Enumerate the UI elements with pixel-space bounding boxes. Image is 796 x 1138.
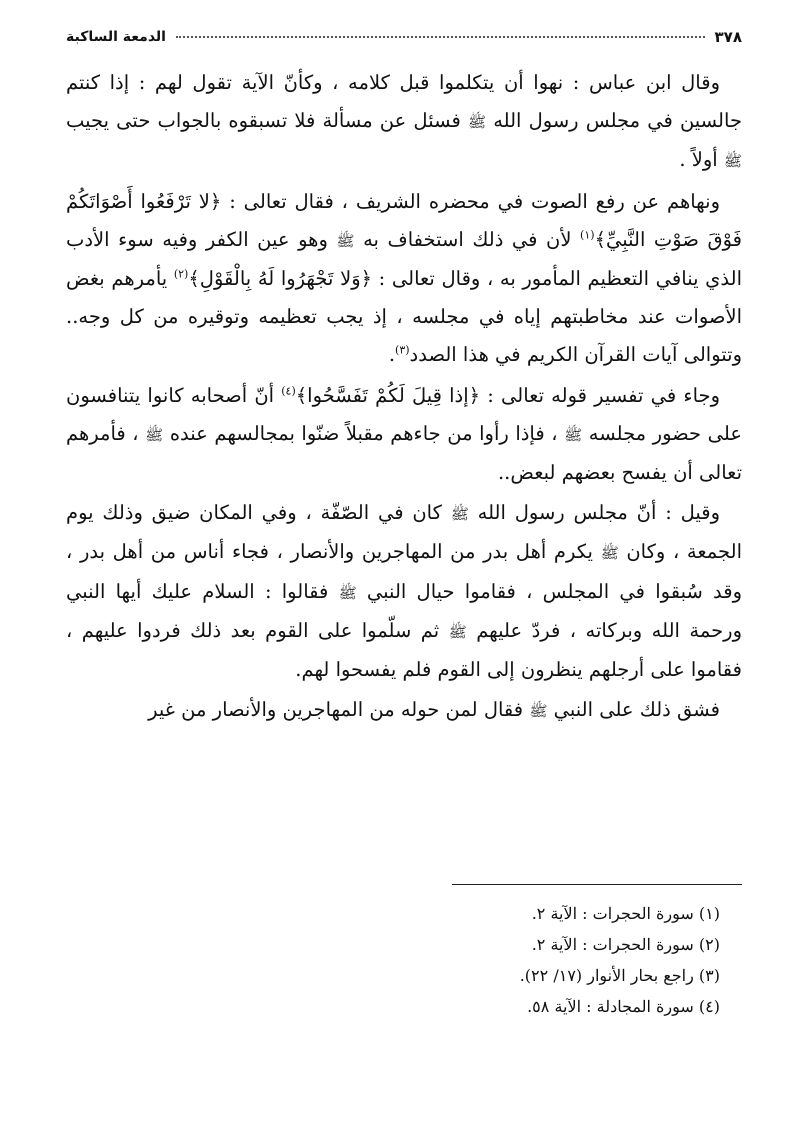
quran-verse: ﴿لا تَرْفَعُوا أَصْوَاتَكُمْ فَوْقَ صَوْتِ النَّبِيِّ﴾	[66, 189, 742, 251]
footnotes	[66, 898, 742, 1022]
honorific-glyph: ﷺ	[338, 583, 357, 602]
text-run: ونهاهم عن رفع الصوت في محضره الشريف ، فقال تعالى :	[221, 189, 720, 213]
footnote-4: (٤) سورة المجادلة : الآية ٥٨.	[527, 997, 720, 1016]
honorific-glyph: ﷺ	[564, 425, 583, 444]
honorific-glyph: ﷺ	[336, 231, 355, 250]
honorific-glyph: ﷺ	[448, 622, 467, 641]
main-text	[66, 64, 742, 732]
text-run: يكرم أهل بدر من المهاجرين والأنصار ، فجاء أناس من أهل بدر ، وقد سُبقوا في المجلس ، فقاموا حيال النبي	[66, 540, 742, 603]
text-run: فشق ذلك على النبي	[547, 698, 720, 722]
footnote-ref: (٣)	[395, 343, 410, 357]
text-run: وقيل : أنّ مجلس رسول الله	[468, 501, 720, 525]
text-run: يأمرهم بغض الأصوات عند مخاطبتهم إياه في مجلسه ، إذ يجب تعظيمه وتوقيره من كل وجه.. وتتوالى آيات القرآن الكريم في هذا الصدد	[66, 267, 742, 367]
paragraph-1	[66, 64, 742, 181]
text-run: .	[388, 343, 396, 367]
page-number: ٣٧٨	[714, 28, 742, 46]
quran-verse: ﴿وَلا تَجْهَرُوا لَهُ بِالْقَوْلِ﴾	[188, 267, 373, 291]
text-run: ، فإذا رأوا من جاءهم مقبلاً ضنّوا بمجالسهم عنده	[163, 421, 565, 445]
footnote-separator	[452, 884, 742, 885]
text-run: وهو عين الكفر وفيه سوء الأدب الذي ينافي التعظيم المأمور به ، وقال تعالى :	[66, 227, 742, 291]
text-run: وقال ابن عباس : نهوا أن يتكلموا قبل كلامه ، وكأنّ الآية تقول لهم : إذا كنتم جالسين في مجلس رسول الله	[66, 71, 742, 133]
paragraph-4	[66, 494, 742, 689]
paragraph-2	[66, 183, 742, 375]
text-run: لأن في ذلك استخفاف به	[354, 227, 581, 251]
text-run: ثم سلّموا على القوم بعد ذلك فردوا عليهم ، فقاموا على أرجلهم ينظرون إلى القوم فلم يفسحوا لهم.	[66, 618, 742, 682]
footnote-1: (١) سورة الحجرات : الآية ٢.	[531, 904, 720, 923]
quran-verse: ﴿إذا قِيلَ لَكُمْ تَفَسَّحُوا﴾	[295, 383, 481, 407]
honorific-glyph: ﷺ	[600, 544, 619, 563]
text-run: وجاء في تفسير قوله تعالى :	[480, 383, 720, 407]
running-title: الدمعة الساكبة	[66, 29, 166, 45]
honorific-glyph: ﷺ	[723, 152, 742, 171]
footnote-ref: (٢)	[173, 267, 189, 281]
paragraph-5	[66, 691, 742, 730]
text-run: أولاً .	[679, 148, 724, 172]
honorific-glyph: ﷺ	[450, 505, 469, 524]
honorific-glyph: ﷺ	[145, 425, 164, 444]
text-run: كان في الصّفّة ، وفي المكان ضيق وذلك يوم الجمعة ، وكان	[66, 501, 742, 564]
footnote-2: (٢) سورة الحجرات : الآية ٢.	[531, 935, 720, 954]
text-run: أنّ أصحابه كانوا يتنافسون على حضور مجلسه	[66, 383, 743, 445]
footnote-ref: (١)	[580, 228, 595, 242]
text-run: فقال لمن حوله من المهاجرين والأنصار من غير	[148, 698, 530, 722]
text-run: فقالوا : السلام عليك أيها النبي ورحمة الله وبركاته ، فردّ عليهم	[66, 579, 742, 642]
footnote-ref: (٤)	[281, 384, 296, 398]
paragraph-3	[66, 377, 742, 493]
text-run: ، فأمرهم تعالى أن يفسح بعضهم لبعض..	[66, 421, 742, 485]
header-dotted-leader	[176, 35, 705, 38]
honorific-glyph: ﷺ	[529, 702, 548, 721]
text-run: فسئل عن مسألة فلا تسبقوه بالجواب حتى يجيب	[66, 109, 468, 133]
page-header	[66, 24, 742, 50]
footnote-3: (٣) راجع بحار الأنوار (١٧/ ٢٢).	[519, 966, 720, 985]
honorific-glyph: ﷺ	[467, 113, 487, 132]
